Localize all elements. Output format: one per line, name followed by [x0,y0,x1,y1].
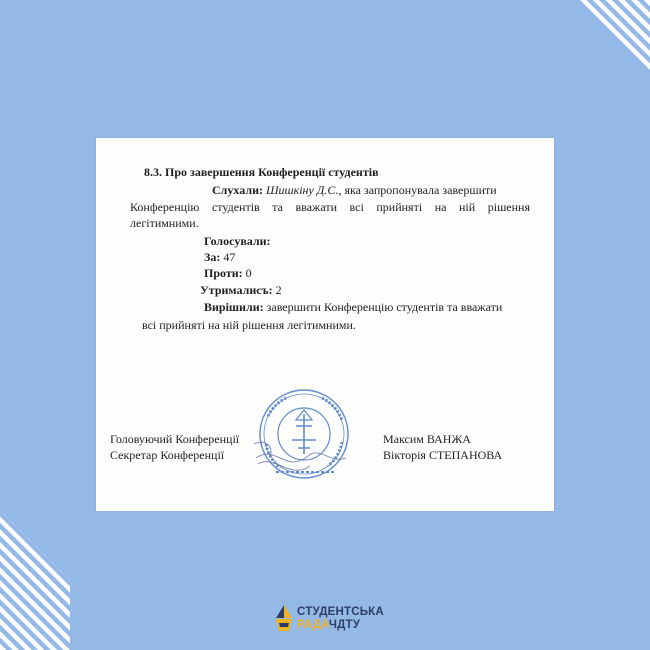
heard-label: Слухали: [212,183,263,197]
logo-text-line1: СТУДЕНТСЬКА [297,606,384,618]
corner-stripes-top-right [580,0,650,70]
heard-line-2: Конференцію студентів та вважати всі прийняті на ній рішення [130,200,530,214]
heard-line-3: легітимними. [130,216,199,230]
student-council-logo [275,604,385,632]
logo-icon [275,604,293,632]
decided-line-1 [204,300,502,314]
against-label: Проти: [204,266,243,280]
vote-against [204,266,252,280]
chair-role: Головуючий Конференції [110,432,240,446]
for-label: За: [204,250,221,264]
voted-label: Голосували: [204,234,271,248]
vote-abstained [200,283,282,297]
for-value: 47 [223,250,236,264]
heard-line1-rest: , яка запропонувала завершити [338,183,497,197]
corner-stripes-bottom-left [0,510,70,650]
abstained-label: Утрималисъ: [200,283,273,297]
official-seal-stamp [246,384,356,494]
logo-text-rada: РАДА [297,619,329,631]
secretary-name: Вікторія СТЕПАНОВА [383,448,503,462]
chair-name: Максим ВАНЖА [383,432,471,446]
against-value: 0 [245,266,252,280]
secretary-role: Секретар Конференції [110,448,225,462]
section-heading: 8.3. Про завершення Конференції студентів [144,165,379,179]
protocol-document [96,138,554,511]
decided-line1-rest: завершити Конференцію студентів та вважати [263,300,503,314]
heard-name: Шишкіну Д.С. [266,183,339,197]
logo-text-chdtu: ЧДТУ [328,619,361,631]
vote-for [204,250,235,264]
decided-label: Вирішили: [204,300,264,314]
heard-line-1 [212,183,497,197]
logo-text-line2 [297,619,360,631]
decided-line-2: всі прийняті на ній рішення легітимними. [142,318,356,332]
abstained-value: 2 [275,283,282,297]
